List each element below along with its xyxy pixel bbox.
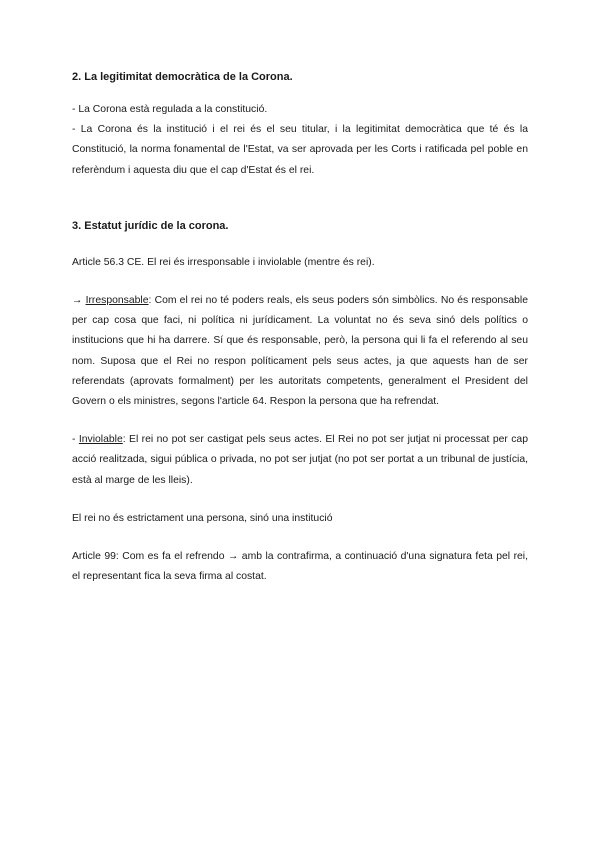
inviolable-colon: : [122, 434, 126, 446]
irresponsable-colon: : [148, 295, 152, 307]
irresponsable-term: Irresponsable [85, 295, 149, 307]
irresponsable-text: Com el rei no té poders reals, els seus poders són simbòlics. No és responsable per cap cosa que faci, ni política ni jurídicament. La voluntat no és seva sinó dels polítics o institucions que hi ha darrere. Sí que és responsable, però, la persona qui li fa el referendo al seu nom. Suposa que el Rei no respon políticament pels seus actes, ja que aquests han de ser referendats (aprovats formalment) per les autoritats competents, generalment el President del Govern o els ministres, segons l'article 64. Respon la persona que ha refrendat. [72, 295, 529, 408]
article-99-text: Article 99: Com es fa el refrendo → amb la contrafirma, a continuació d'una signatura feta pel rei, el representant fica la seva firma al costat. [72, 551, 528, 583]
section-2-line-1: - La Corona està regulada a la constitució. [72, 104, 268, 115]
section-2-line-2: - La Corona és la institució i el rei és el seu titular, i la legitimitat democràtica que té és la Constitució, la norma fonamental de l'Estat, va ser aprovada per les Corts i ratificada pel poble en referèndum i aquesta diu que el cap d'Estat és el rei. [72, 124, 528, 176]
dash-prefix: - [72, 434, 79, 446]
section-3-heading: 3. Estatut jurídic de la corona. [72, 219, 229, 232]
arrow-prefix: → [72, 295, 86, 307]
inviolable-paragraph [72, 430, 528, 491]
irresponsable-paragraph [72, 291, 528, 412]
section-2-heading: 2. La legitimitat democràtica de la Corona. [72, 71, 293, 83]
document-page [72, 68, 528, 587]
institution-text: El rei no és estrictament una persona, sinó una institució [72, 512, 333, 524]
inviolable-text: El rei no pot ser castigat pels seus actes. El Rei no pot ser jutjat ni processat per cap acció realitzada, sigui pública o privada, no pot ser jutjat (no pot ser portat a un tribunal de justícia, està al marge de les lleis). [72, 434, 528, 486]
inviolable-term: Inviolable [78, 434, 123, 446]
article-56-3-text: Article 56.3 CE. El rei és irresponsable i inviolable (mentre és rei). [72, 256, 375, 268]
